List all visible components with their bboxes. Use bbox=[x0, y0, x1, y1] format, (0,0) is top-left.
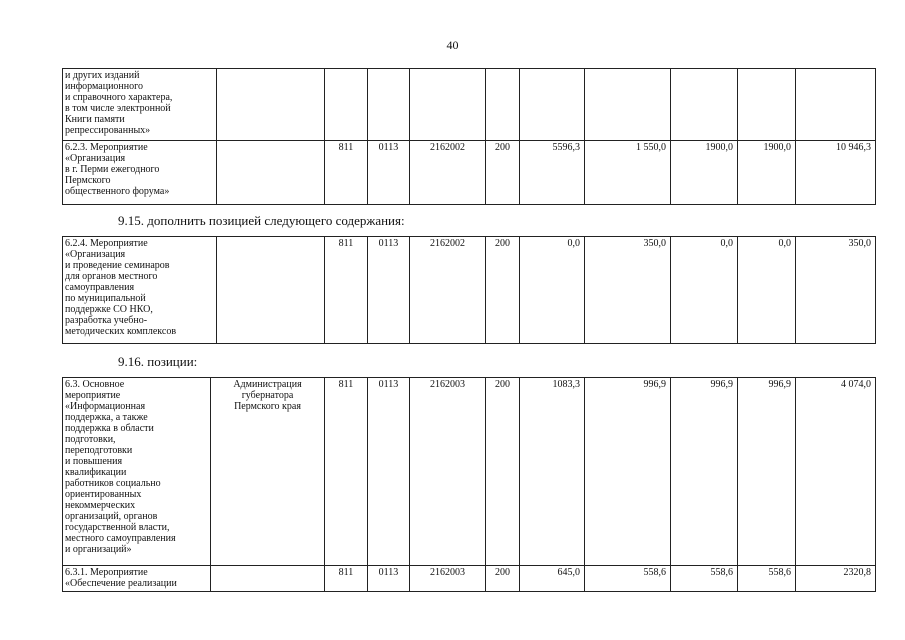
value-year-1 bbox=[520, 69, 585, 141]
code-section: 0113 bbox=[368, 237, 410, 344]
value-year-2: 996,9 bbox=[585, 378, 671, 566]
value-year-3: 1900,0 bbox=[671, 141, 738, 205]
value-year-1: 0,0 bbox=[520, 237, 585, 344]
code-target: 2162003 bbox=[410, 378, 486, 566]
code-grbs: 811 bbox=[325, 566, 368, 592]
value-year-1: 5596,3 bbox=[520, 141, 585, 205]
measure-name: 6.3. Основное мероприятие «Информационная поддержка, а также поддержка в области подготовки, переподготовки и повышения квалификации работников социально ориентированных некоммерческих организаций, органов государственной власти, местного самоуправления и организаций» bbox=[63, 378, 211, 566]
code-section: 0113 bbox=[368, 378, 410, 566]
code-section: 0113 bbox=[368, 566, 410, 592]
code-type: 200 bbox=[486, 378, 520, 566]
value-year-3 bbox=[671, 69, 738, 141]
table-row bbox=[63, 69, 876, 141]
value-year-3: 0,0 bbox=[671, 237, 738, 344]
executor-cell bbox=[217, 237, 325, 344]
value-year-1: 645,0 bbox=[520, 566, 585, 592]
value-total: 4 074,0 bbox=[796, 378, 876, 566]
value-year-4 bbox=[738, 69, 796, 141]
value-year-3: 558,6 bbox=[671, 566, 738, 592]
executor-cell bbox=[217, 141, 325, 205]
table-2 bbox=[62, 236, 876, 344]
table-row bbox=[63, 237, 876, 344]
measure-name: 6.3.1. Мероприятие «Обеспечение реализации bbox=[63, 566, 211, 592]
code-grbs: 811 bbox=[325, 378, 368, 566]
section-heading-9-16: 9.16. позиции: bbox=[118, 354, 198, 369]
value-year-4: 1900,0 bbox=[738, 141, 796, 205]
code-grbs bbox=[325, 69, 368, 141]
value-year-2: 1 550,0 bbox=[585, 141, 671, 205]
executor-cell bbox=[211, 566, 325, 592]
page-number: 40 bbox=[446, 38, 459, 52]
code-grbs: 811 bbox=[325, 141, 368, 205]
value-year-3: 996,9 bbox=[671, 378, 738, 566]
code-section bbox=[368, 69, 410, 141]
executor-cell bbox=[217, 69, 325, 141]
measure-name: 6.2.3. Мероприятие «Организация в г. Перми ежегодного Пермского общественного форума» bbox=[63, 141, 217, 205]
measure-name: и других изданий информационного и справочного характера, в том числе электронной Книги памяти репрессированных» bbox=[63, 69, 217, 141]
code-section: 0113 bbox=[368, 141, 410, 205]
executor-cell: Администрация губернатора Пермского края bbox=[211, 378, 325, 566]
value-total bbox=[796, 69, 876, 141]
table-1 bbox=[62, 68, 876, 205]
code-type: 200 bbox=[486, 566, 520, 592]
section-heading-9-15: 9.15. дополнить позицией следующего содержания: bbox=[118, 213, 405, 228]
table-row bbox=[63, 566, 876, 592]
code-target: 2162003 bbox=[410, 566, 486, 592]
measure-name: 6.2.4. Мероприятие «Организация и проведение семинаров для органов местного самоуправления по муниципальной поддержке СО НКО, разработка учебно- методических комплексов bbox=[63, 237, 217, 344]
value-year-2: 558,6 bbox=[585, 566, 671, 592]
table-3 bbox=[62, 377, 876, 592]
code-target: 2162002 bbox=[410, 141, 486, 205]
value-year-4: 0,0 bbox=[738, 237, 796, 344]
code-type bbox=[486, 69, 520, 141]
code-target bbox=[410, 69, 486, 141]
value-year-4: 558,6 bbox=[738, 566, 796, 592]
value-year-1: 1083,3 bbox=[520, 378, 585, 566]
value-total: 10 946,3 bbox=[796, 141, 876, 205]
table-row bbox=[63, 141, 876, 205]
value-year-2: 350,0 bbox=[585, 237, 671, 344]
code-grbs: 811 bbox=[325, 237, 368, 344]
value-total: 2320,8 bbox=[796, 566, 876, 592]
value-year-4: 996,9 bbox=[738, 378, 796, 566]
code-target: 2162002 bbox=[410, 237, 486, 344]
code-type: 200 bbox=[486, 141, 520, 205]
code-type: 200 bbox=[486, 237, 520, 344]
value-total: 350,0 bbox=[796, 237, 876, 344]
value-year-2 bbox=[585, 69, 671, 141]
table-row bbox=[63, 378, 876, 566]
